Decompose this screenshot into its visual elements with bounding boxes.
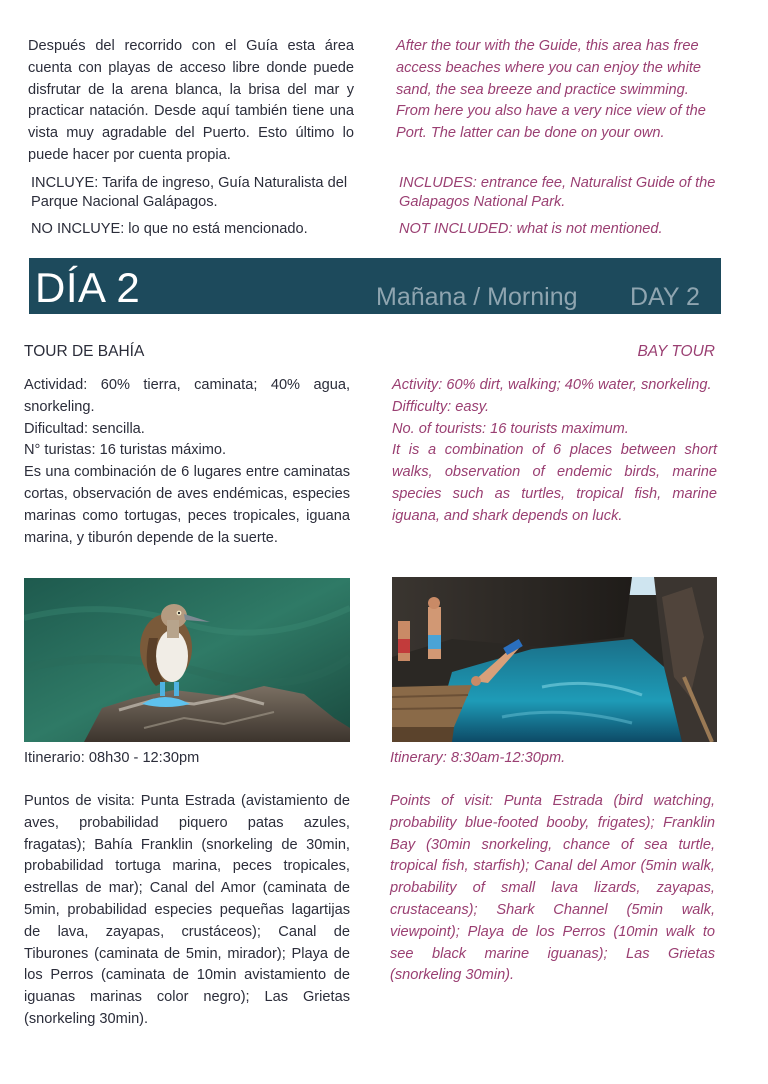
activity-es: Actividad: 60% tierra, caminata; 40% agua, snorkeling. [24,377,350,415]
day-banner [29,258,721,314]
points-of-visit-en: Points of visit: Punta Estrada (bird watching, probability blue-footed booby, frigates); Franklin Bay (30min snorkeling, chance of sea turtle, tropical fish, starfish); Canal del Amor (5min walk, probability of small lava lizards, zayapas, crustaceans); Shark Channel (5min walk, viewpoint); Playa de los Perros (10min walk to see black marine iguanas); Las Grietas (snorkeling 30min). [390,793,715,984]
intro-es-includes: INCLUYE: Tarifa de ingreso, Guía Naturalista del Parque Nacional Galápagos. [31,175,348,210]
tour-title-es: TOUR DE BAHÍA [24,343,145,360]
tourists-en: No. of tourists: 16 tourists maximum. [392,420,629,437]
itinerary-es: Itinerario: 08h30 - 12:30pm [24,750,200,766]
day-title-en: DAY 2 [630,283,700,311]
activity-en: Activity: 60% dirt, walking; 40% water, snorkeling. [392,377,712,393]
grietas-photo [392,577,717,742]
banner-morning-label: Mañana / Morning [376,283,578,311]
day-title-es: DÍA 2 [35,264,141,311]
tour-title-en: BAY TOUR [637,343,715,360]
description-es: Es una combinación de 6 lugares entre caminatas cortas, observación de aves endémicas, especies marinas como tortugas, peces tropicales, iguana marina, y tiburón depende de la suerte. [24,464,350,546]
description-en: It is a combination of 6 places between short walks, observation of endemic birds, marine species such as turtles, tropical fish, marine iguana, and shark depends on luck. [392,442,717,524]
intro-es-not-included: NO INCLUYE: lo que no está mencionado. [31,221,308,237]
points-of-visit-es: Puntos de visita: Punta Estrada (avistamiento de aves, probabilidad piquero patas azules, fragatas); Bahía Franklin (snorkeling de 30min, probabilidad tortuga marina, peces tropicales, estrellas de mar); Canal del Amor (caminata de 5min, probabilidad especies pequeñas lagartijas de lava, zayapas, crustáceos); Canal de Tiburones (caminata de 5min, mirador); Playa de los Perros (caminata de 10min avistamiento de iguanas marinas color negro); Las Grietas (snorkeling 30min). [24,793,350,1027]
intro-en-includes: INCLUDES: entrance fee, Naturalist Guide of the Galapagos National Park. [399,175,716,210]
booby-photo [24,578,350,742]
difficulty-en: Difficulty: easy. [392,398,490,415]
intro-en-paragraph: After the tour with the Guide, this area has free access beaches where you can enjoy the white sand, the sea breeze and practice swimming. From here you also have a very nice view of the Port. The latter can be done on your own. [396,38,706,142]
tour-details-en [392,375,717,528]
tour-details-es [24,375,350,549]
intro-es-paragraph: Después del recorrido con el Guía esta área cuenta con playas de acceso libre donde puede disfrutar de la arena blanca, la brisa del mar y practicar natación. Desde aquí también tiene una vista muy agradable del Puerto. Esto último lo puede hacer por cuenta propia. [28,38,354,163]
intro-en-not-included: NOT INCLUDED: what is not mentioned. [399,221,663,237]
tourists-es: N° turistas: 16 turistas máximo. [24,442,227,459]
itinerary-en: Itinerary: 8:30am-12:30pm. [390,750,566,766]
difficulty-es: Dificultad: sencilla. [24,420,145,437]
